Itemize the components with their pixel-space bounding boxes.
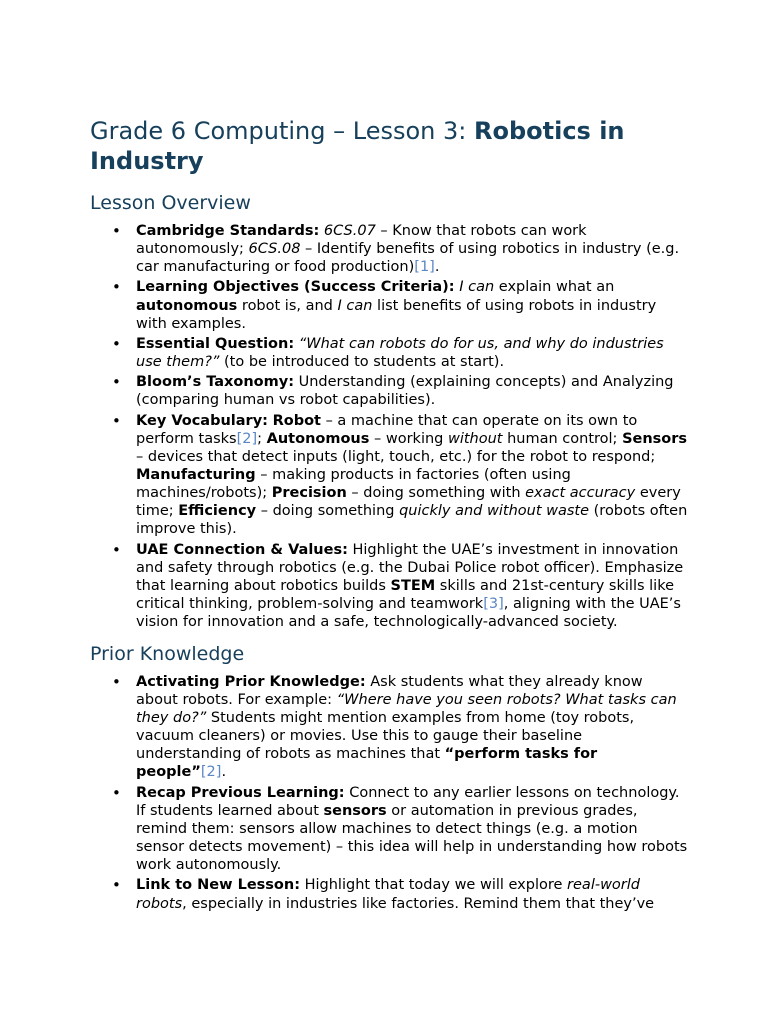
item-emphasis: I can — [337, 297, 373, 314]
lesson-overview-list — [90, 222, 688, 631]
item-text: or automation in previous grades, remind them: sensors allow machines to detect things (e.g. a motion sensor detects movement) – this idea will help in understanding how robots work autonomously. — [136, 802, 688, 874]
item-text: robot is, and — [237, 297, 338, 314]
lesson-overview-heading: Lesson Overview — [90, 192, 251, 214]
item-text: Understanding (explaining concepts) and Analyzing (comparing human vs robot capabilities). — [136, 374, 674, 409]
title-emphasis: Robotics in Industry — [90, 117, 625, 175]
list-item-uae-connection — [136, 541, 688, 631]
item-term: autonomous — [136, 297, 238, 314]
list-item-blooms-taxonomy — [136, 373, 688, 409]
citation-link[interactable]: [3] — [483, 595, 504, 612]
item-text: list benefits of using robots in industry with examples. — [136, 297, 657, 332]
item-text: skills and 21st-century skills like critical thinking, problem-solving and teamwork — [136, 577, 674, 612]
vocab-definition: – doing something — [256, 503, 400, 520]
item-label: Key Vocabulary: — [136, 412, 268, 429]
vocab-definition: every time; — [136, 485, 681, 520]
item-emphasis: real-world robots — [136, 877, 640, 912]
item-emphasis: I can — [459, 279, 495, 296]
item-text: (to be introduced to students at start). — [219, 354, 505, 371]
item-text: – Know that robots can work autonomously; — [136, 223, 587, 258]
item-term: “perform tasks for people” — [136, 746, 598, 781]
standard-code: 6CS.07 — [323, 223, 376, 239]
list-item-recap-previous-learning — [136, 784, 688, 874]
item-text: ; — [257, 430, 267, 447]
vocab-definition: – a machine that can operate on its own to perform tasks — [136, 412, 638, 447]
item-label: Recap Previous Learning: — [136, 784, 345, 801]
item-text: . — [221, 764, 227, 781]
item-quote: “What can robots do for us, and why do industries use them?” — [136, 335, 664, 371]
vocab-definition: (robots often improve this). — [136, 503, 688, 538]
standard-code: 6CS.08 — [248, 241, 301, 258]
item-label: Link to New Lesson: — [136, 877, 300, 894]
list-item-cambridge-standards — [136, 222, 688, 276]
item-text: Students might mention examples from home (toy robots, vacuum cleaners) or movies. Use this to gauge their baseline understanding of robots as machines that — [136, 710, 635, 763]
vocab-definition: – working — [369, 430, 448, 447]
item-text: Highlight the UAE’s investment in innovation and safety through robotics (e.g. the Dubai Police robot officer). Emphasize that learning about robotics builds — [136, 541, 684, 594]
item-text: Highlight that today we will explore — [300, 877, 568, 894]
vocab-term: Sensors — [622, 430, 688, 447]
vocab-term: Efficiency — [178, 503, 257, 520]
vocab-definition: – devices that detect inputs (light, touch, etc.) for the robot to respond; — [136, 448, 656, 465]
item-term: sensors — [323, 802, 387, 819]
vocab-term: Autonomous — [266, 430, 370, 447]
item-text: explain what an — [494, 279, 615, 296]
item-label: Essential Question: — [136, 335, 295, 352]
item-label: Cambridge Standards: — [136, 223, 320, 239]
item-emphasis: quickly and without waste — [399, 503, 590, 520]
item-text: Ask students what they already know about robots. For example: — [136, 674, 643, 709]
item-label: Learning Objectives (Success Criteria): — [136, 279, 455, 296]
item-text: . — [434, 259, 440, 276]
item-emphasis: without — [447, 430, 503, 447]
item-text: , especially in industries like factories. Remind them that they’ve — [182, 895, 655, 912]
vocab-term: Manufacturing — [136, 466, 256, 483]
list-item-key-vocabulary — [136, 412, 688, 539]
prior-knowledge-list — [90, 673, 688, 913]
vocab-definition: – making products in factories (often using machines/robots); — [136, 466, 571, 502]
title-prefix: Grade 6 Computing – Lesson 3: — [90, 117, 474, 145]
list-item-link-to-new-lesson — [136, 876, 688, 912]
vocab-definition: human control; — [502, 430, 623, 447]
vocab-term: Precision — [271, 485, 347, 502]
citation-link[interactable]: [2] — [200, 764, 222, 781]
document-title — [90, 116, 688, 176]
item-emphasis: exact accuracy — [525, 485, 636, 502]
item-quote: “Where have you seen robots? What tasks can they do?” — [136, 692, 677, 727]
item-label: UAE Connection & Values: — [136, 541, 348, 558]
prior-knowledge-heading: Prior Knowledge — [90, 643, 245, 665]
item-text: Connect to any earlier lessons on technology. If students learned about — [136, 784, 680, 819]
list-item-essential-question — [136, 335, 688, 371]
item-term: STEM — [390, 577, 436, 594]
item-label: Activating Prior Knowledge: — [136, 674, 366, 690]
vocab-definition: – doing something with — [346, 485, 526, 502]
citation-link[interactable]: [2] — [236, 430, 258, 447]
list-item-activating-prior-knowledge — [136, 673, 688, 782]
vocab-term: Robot — [272, 412, 321, 429]
item-label: Bloom’s Taxonomy: — [136, 374, 295, 391]
item-text: – Identify benefits of using robotics in industry (e.g. car manufacturing or food production) — [136, 241, 680, 276]
citation-link[interactable]: [1] — [414, 259, 435, 276]
item-text: , aligning with the UAE’s vision for innovation and a safe, technologically-advanced society. — [136, 595, 681, 630]
list-item-learning-objectives — [136, 278, 688, 332]
